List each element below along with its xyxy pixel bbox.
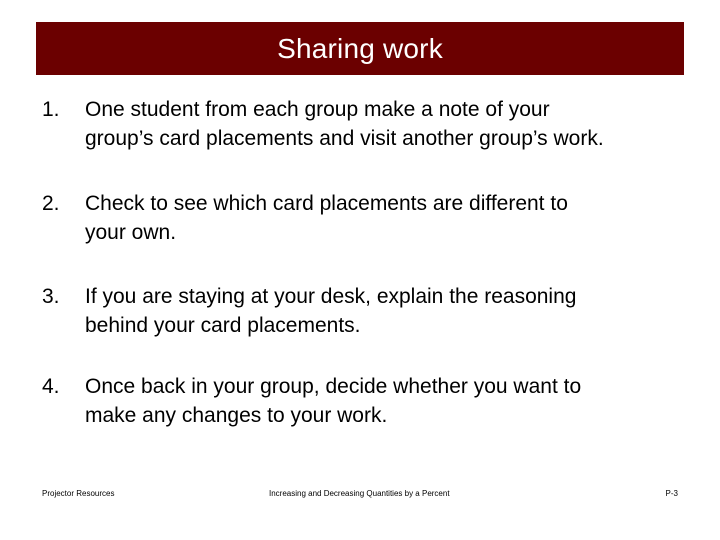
- list-item: [42, 372, 692, 430]
- list-item: [42, 189, 692, 247]
- list-item-text: If you are staying at your desk, explain the reasoning behind your card placements.: [85, 285, 577, 337]
- list-item-number: 4.: [42, 375, 60, 398]
- slide-title: Sharing work: [277, 32, 443, 64]
- list-item-number: 2.: [42, 192, 60, 215]
- list-item: [42, 95, 692, 153]
- list-item-text: Check to see which card placements are different to your own.: [85, 192, 568, 244]
- footer-left: Projector Resources: [42, 489, 115, 498]
- list-item-text: One student from each group make a note of your group’s card placements and visit another group’s work.: [85, 98, 604, 150]
- list-item-number: 1.: [42, 98, 60, 121]
- footer-page-number: P-3: [665, 489, 678, 498]
- list-item-text: Once back in your group, decide whether you want to make any changes to your work.: [85, 375, 582, 427]
- footer-center: Increasing and Decreasing Quantities by a Percent: [269, 489, 450, 498]
- list-item-number: 3.: [42, 285, 60, 308]
- title-bar: [36, 22, 684, 75]
- list-item: [42, 282, 692, 340]
